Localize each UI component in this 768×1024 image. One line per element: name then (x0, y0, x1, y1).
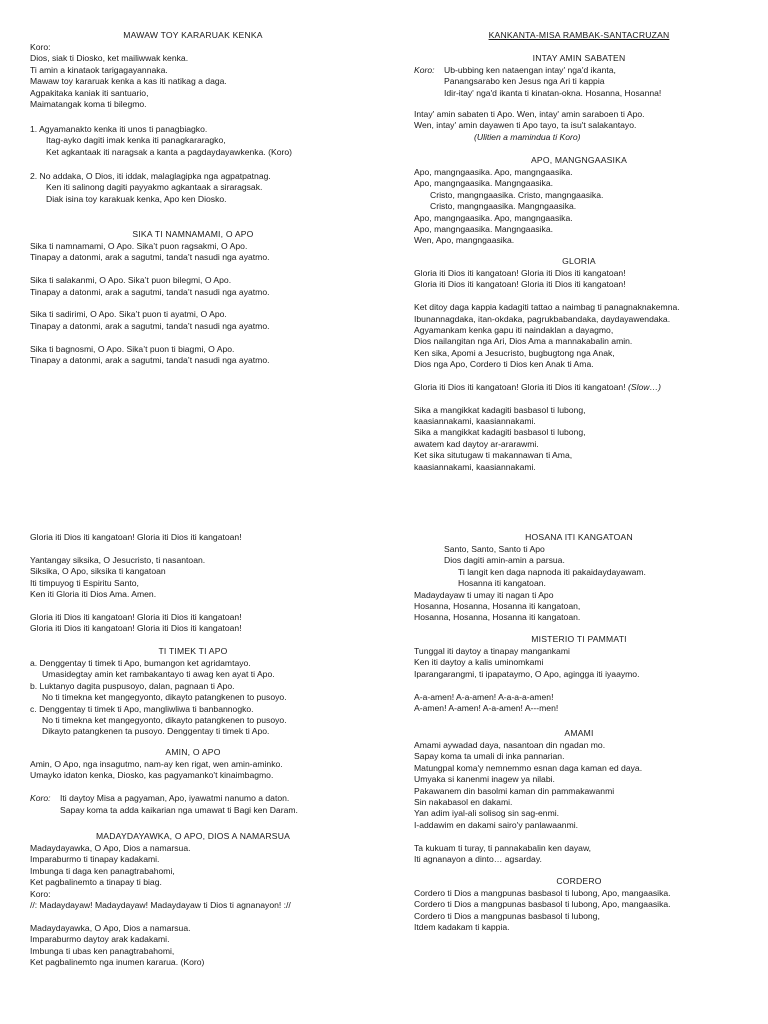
text-line: Imparaburmo ti tinapay kadakami. (30, 854, 160, 865)
text-line: //: Madaydayaw! Madaydayaw! Madaydayaw ti Dios ti agnanayon! :// (30, 899, 291, 910)
intay-lines (414, 109, 768, 143)
slow-note: (Slow…) (628, 381, 661, 392)
text-line: Matungpal koma'y nemnemmo esnan daga kaman ed daya. (414, 762, 643, 773)
text-line: Imbunga ti ubas ken panagtrabahomi, (30, 945, 175, 956)
text-line: c. Denggentay ti timek ti Apo, mangliwliwa ti banbannogko. (30, 703, 254, 714)
text-line: Hosanna iti kangatoan. (458, 578, 546, 589)
koro-label: Koro: (414, 65, 435, 75)
text-line: Sin nakabasol en dakami. (414, 796, 513, 807)
text-line: A-a-amen! A-a-amen! A-a-a-a-amen! (414, 691, 554, 702)
page-header: KANKANTA-MISA RAMBAK-SANTACRUZAN (488, 30, 670, 40)
text-line: Yantangay siksika, O Jesucristo, ti nasantoan. (30, 554, 206, 565)
text-line: Dios, siak ti Diosko, ket mailiwwak kenka. (30, 53, 189, 64)
text-line: Sika ti sadirimi, O Apo. Sika’t puon ti ayatmi, O Apo. (30, 309, 227, 320)
text-line (30, 543, 386, 554)
text-line: Apo, mangngaasika. Apo, mangngaasika. (414, 212, 573, 223)
text-line: 1. Agyamanakto kenka iti unos ti panagbiagko. (30, 124, 208, 134)
text-line: Dikayto patangkenen ta pusoyo. Denggentay ti timek ti Apo. (42, 726, 270, 737)
text-line: Imbunga ti daga ken panagtrabahomi, (30, 865, 175, 876)
misterio-lines (414, 646, 768, 714)
text-line: Gloria iti Dios iti kangatoan! Gloria iti Dios iti kangatoan! (414, 268, 626, 278)
text-line: Wen, Apo, mangngaasika. (414, 235, 515, 246)
text-line: Itdem kadakam ti kappia. (414, 922, 510, 933)
text-line: Sika ti bagnosmi, O Apo. Sika’t puon ti biagmi, O Apo. (30, 343, 235, 354)
text-line: Iti agnanayon a dinto… agsarday. (414, 853, 542, 864)
title-timek: TI TIMEK TI APO (158, 646, 228, 656)
text-line: a. Denggentay ti timek ti Apo, bumangon ket agridamtayo. (30, 658, 251, 668)
text-line: No ti timekna ket mangegyonto, dikayto patangkenen to pusoyo. (42, 714, 287, 725)
text-line: kaasiannakami, kaasiannakami. (414, 416, 536, 427)
title-amin: AMIN, O APO (165, 747, 221, 757)
text-line: Koro: (30, 42, 51, 52)
text-line: Cordero ti Dios a mangpunas basbasol ti lubong, (414, 910, 600, 921)
text-line: Tinapay a datonmi, arak a sagutmi, tanda’t nasudi nga ayatmo. (30, 354, 270, 365)
text-line: Cristo, mangngaasika. Cristo, mangngaasika. (430, 189, 604, 200)
text-line: Ket agkantaak iti naragsak a kanta a pagdaydayawkenka. (Koro) (46, 146, 293, 157)
title-mawaw: MAWAW TOY KARARUAK KENKA (123, 30, 263, 40)
text-line: Hosanna, Hosanna, Hosanna iti kangatoan, (414, 600, 581, 611)
text-line: awatem kad daytoy ar-ararawmi. (414, 438, 539, 449)
intay-koro (414, 65, 768, 99)
text-line: Umyaka si kanenmi inagew ya nilabi. (414, 774, 555, 785)
text-line: Ken iti Gloria iti Dios Ama. Amen. (30, 588, 157, 599)
text-line: Agyamankam kenka gapu iti naindaklan a dayagmo, (414, 324, 614, 335)
text-line: Gloria iti Dios iti kangatoan! Gloria iti Dios iti kangatoan! (30, 611, 242, 622)
text-line: Sika a mangikkat kadagiti basbasol ti lubong, (414, 404, 586, 415)
text-line: Panangsarabo ken Jesus nga Ari ti kappia (444, 76, 605, 87)
hosana-lines (414, 544, 768, 624)
text-line (30, 600, 386, 611)
text-line: Hosanna, Hosanna, Hosanna iti kangatoan. (414, 612, 581, 623)
text-line: Itag-ayko dagiti imak kenka iti panagkararagko, (46, 135, 226, 146)
text-line: Ibunannagdaka, itan-okdaka, pagrukbabandaka, daydayawendaka. (414, 313, 671, 324)
text-line: Sapay koma ta umali di inka pannarian. (414, 751, 565, 762)
title-hosana: HOSANA ITI KANGATOAN (525, 532, 633, 542)
amami-lines (414, 740, 768, 865)
text-line (30, 332, 386, 343)
text-line: Dios nailangitan nga Ari, Dios Ama a mannakabalin amin. (414, 336, 633, 347)
text-line: Diak isina toy karakuak kenka, Apo ken Diosko. (46, 193, 227, 204)
text-line: Umasidegtay amin ket rambakantayo ti awag ken ayat ti Apo. (42, 669, 275, 680)
text-line (414, 680, 768, 691)
text-line (414, 831, 768, 842)
title-madaydayawka: MADAYDAYAWKA, O APO, DIOS A NAMARSUA (95, 831, 291, 841)
text-line: Sapay koma ta adda kaikarian nga umawat ti Bagi ken Daram. (60, 804, 298, 815)
text-line: Ket sika situtugaw ti makannawan ti Ama, (414, 450, 573, 461)
text-line: Ub-ubbing ken nataengan intay' nga'd ikanta, (444, 65, 616, 75)
text-line: No ti timekna ket mangegyonto, dikayto patangkenen to pusoyo. (42, 692, 287, 703)
cordero-lines (414, 888, 754, 934)
apo-lines (414, 167, 768, 247)
mawaw-verse-1 (30, 124, 386, 158)
text-line: Iti timpuyog ti Espiritu Santo, (30, 577, 139, 588)
text-line (30, 298, 386, 309)
text-line: Yan adim iyal-ali solisog sin sag-enmi. (414, 808, 560, 819)
text-line: Apo, mangngaasika. Mangngaasika. (414, 223, 554, 234)
title-sika: SIKA TI NAMNAMAMI, O APO (132, 229, 254, 239)
text-line (414, 371, 754, 382)
text-line: Tinapay a datonmi, arak a sagutmi, tanda’t nasudi nga ayatmo. (30, 320, 270, 331)
text-line: Madaydayaw ti umay iti nagan ti Apo (414, 589, 554, 600)
text-line: Umayko idaton kenka, Diosko, kas pagyamanko't kinaimbagmo. (30, 770, 274, 781)
title-intay: INTAY AMIN SABATEN (532, 53, 626, 63)
text-line: Ken sika, Apomi a Jesucristo, bugbugtong nga Anak, (414, 347, 615, 358)
title-gloria: GLORIA (562, 256, 596, 266)
text-line: Cordero ti Dios a mangpunas basbasol ti lubong, Apo, mangaasika. (414, 899, 671, 910)
title-cordero: CORDERO (556, 876, 602, 886)
text-line: Iti daytoy Misa a pagyaman, Apo, iyawatmi nanumo a daton. (60, 793, 290, 804)
text-line: Gloria iti Dios iti kangatoan! Gloria iti Dios iti kangatoan! (30, 532, 242, 542)
text-line: Madaydayawka, O Apo, Dios a namarsua. (30, 922, 191, 933)
text-line (414, 291, 754, 302)
mawaw-verse-2 (30, 171, 386, 205)
text-line: Mawaw toy kararuak kenka a kas iti natikag a daga. (30, 76, 227, 87)
text-line: Santo, Santo, Santo ti Apo (444, 544, 545, 554)
text-line: Koro: (30, 888, 51, 899)
text-line: Pakawanem din basolmi kaman din pammakawanmi (414, 785, 615, 796)
text-line: Wen, intay' amin dayawen ti Apo tayo, ta isu't salakantayo. (414, 120, 637, 131)
mawaw-lines (30, 42, 386, 110)
title-amami: AMAMI (564, 728, 594, 738)
koro-label: Koro: (30, 793, 51, 804)
text-line: Amin, O Apo, nga insagutmo, nam-ay ken rigat, wen amin-aminko. (30, 759, 283, 769)
text-line: Apo, mangngaasika. Apo, mangngaasika. (414, 167, 573, 177)
text-line: 2. No addaka, O Dios, iti iddak, malaglagipka nga agpatpatnag. (30, 171, 271, 181)
text-line: A-amen! A-amen! A-a-amen! A---men! (414, 702, 559, 713)
text-line: Siksika, O Apo, siksika ti kangatoan (30, 566, 166, 577)
madaydayawka-lines (30, 843, 386, 968)
text-line: Cordero ti Dios a mangpunas basbasol ti lubong, Apo, mangaasika. (414, 888, 671, 898)
gloria-lines (414, 268, 754, 473)
text-line: Ket pagbalinemto nga inumen kararua. (Koro) (30, 956, 205, 967)
repeat-note: (Ulitien a mamindua ti Koro) (474, 131, 581, 142)
text-line: Idir-itay' nga'd ikanta ti kinatan-okna. Hosanna, Hosanna! (444, 87, 662, 98)
text-line: Ta kukuam ti turay, ti pannakabalin ken dayaw, (414, 842, 592, 853)
text-line: Maimatangak koma ti bilegmo. (30, 98, 147, 109)
text-line: Ken iti salinong dagiti payyakmo agkantaak a siraragsak. (46, 182, 263, 193)
text-line: Tunggal iti daytoy a tinapay mangankami (414, 646, 570, 656)
text-line: Gloria iti Dios iti kangatoan! Gloria iti Dios iti kangatoan! (414, 381, 626, 392)
text-line: Cristo, mangngaasika. Mangngaasika. (430, 201, 577, 212)
text-line: Amami aywadad daya, nasantoan din ngadan mo. (414, 740, 606, 750)
text-line: Ket pagbalinemto a tinapay ti biag. (30, 877, 162, 888)
text-line (30, 911, 386, 922)
text-line: Ket ditoy daga kappia kadagiti tattao a naimbag ti panagnaknakemna. (414, 302, 680, 313)
amin-lines (30, 759, 386, 816)
text-line: Sika ti salakanmi, O Apo. Sika’t puon bilegmi, O Apo. (30, 275, 232, 286)
text-line: Ken iti daytoy a kalis uminomkami (414, 657, 544, 668)
text-line: Iparangarangmi, ti ipapataymo, O Apo, agingga iti iyaaymo. (414, 668, 640, 679)
title-misterio: MISTERIO TI PAMMATI (531, 634, 627, 644)
text-line: Apo, mangngaasika. Mangngaasika. (414, 178, 554, 189)
text-line: Imparaburmo daytoy arak kadakami. (30, 934, 170, 945)
sika-lines (30, 241, 386, 366)
text-line: Dios dagiti amin-amin a parsua. (444, 555, 565, 566)
text-line: Ti langit ken daga napnoda iti pakaidaydayawam. (458, 566, 646, 577)
timek-lines (30, 658, 386, 738)
text-line: Sika a mangikkat kadagiti basbasol ti lubong, (414, 427, 586, 438)
text-line: Madaydayawka, O Apo, Dios a namarsua. (30, 843, 191, 853)
text-line: Sika ti namnamami, O Apo. Sika’t puon ragsakmi, O Apo. (30, 241, 248, 251)
text-line: Dios nga Apo, Cordero ti Dios ken Anak ti Ama. (414, 359, 594, 370)
text-line: Ti amin a kinataok tarigagayannaka. (30, 64, 168, 75)
text-line: Agpakitaka kaniak iti santuario, (30, 87, 149, 98)
text-line: b. Luktanyo dagita puspusoyo, dalan, pagnaan ti Apo. (30, 680, 235, 691)
text-line: Gloria iti Dios iti kangatoan! Gloria iti Dios iti kangatoan! (414, 279, 626, 290)
text-line: Intay' amin sabaten ti Apo. Wen, intay' amin saraboen ti Apo. (414, 109, 645, 119)
text-line: Gloria iti Dios iti kangatoan! Gloria iti Dios iti kangatoan! (30, 623, 242, 634)
gloria-continued (30, 532, 386, 635)
title-apo: APO, MANGNGAASIKA (530, 155, 628, 165)
text-line (30, 264, 386, 275)
text-line: I-addawim en dakami sairo'y panlawaanmi. (414, 819, 579, 830)
text-line: Tinapay a datonmi, arak a sagutmi, tanda’t nasudi nga ayatmo. (30, 286, 270, 297)
text-line: Tinapay a datonmi, arak a sagutmi, tanda’t nasudi nga ayatmo. (30, 252, 270, 263)
text-line: kaasiannakami, kaasiannakami. (414, 461, 536, 472)
